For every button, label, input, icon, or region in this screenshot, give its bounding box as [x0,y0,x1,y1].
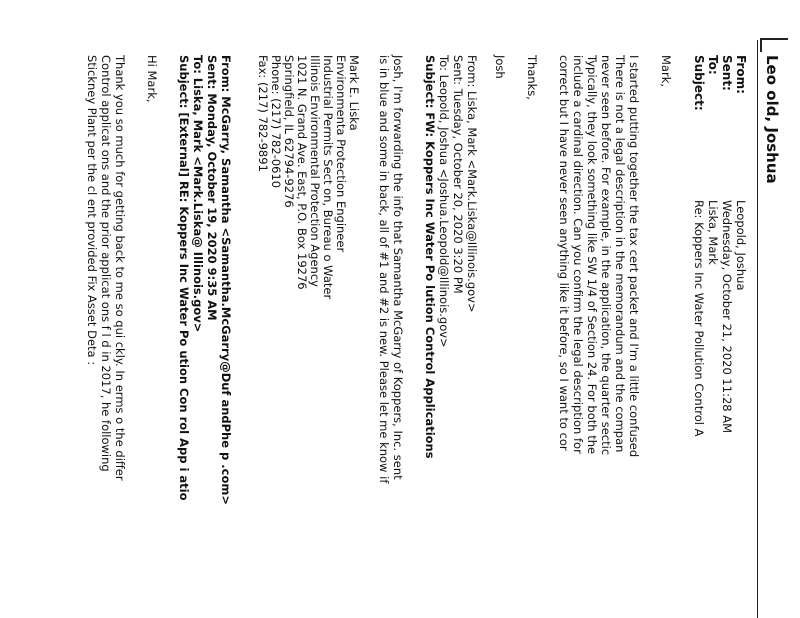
sig-line: Fax: (217) 782-9891 [256,55,270,172]
corner-mark-horizontal [760,38,762,52]
sig-line: Industrial Permits Sect on, Bureau o Water [321,55,335,300]
subject-label: Subject: [692,55,706,111]
corner-mark-vertical [760,38,788,40]
sent-value: Wednesday, October 21, 2020 11:28 AM [720,200,734,434]
ext-body-line: Stickney Plant per the cl ent provided Fix Asset Deta : [85,55,99,366]
sig-line: Springfield, IL 62794-9276 [282,55,296,208]
fwd-from: From: Liska, Mark <Mark.Liska@Illinois.gov> [465,55,479,313]
sent-label: Sent: [720,55,734,91]
ext-to: To: Liska, Mark <Mark.Liska@ Illinois.gov> [191,55,205,333]
from-value: Leopold, Joshua [734,200,748,291]
ext-greeting: Hi Mark, [145,55,159,103]
body-line: Typically, they look something like SW 1/4 of Section 24. For both the [585,55,599,455]
ext-body-line: Control applicat ons and the prior applicat ons f l d in 2017, he following [99,55,113,472]
sig-line: 1021 N. Grand Ave. East, P.O. Box 19276 [295,55,309,290]
sender-name-title: Leo old, Joshua [763,55,781,184]
fwd-body-line: Josh, I'm forwarding the info that Samantha McGarry of Koppers, Inc. sent [391,55,405,480]
sig-line: Phone: (217) 782-0610 [269,55,283,189]
from-label: From: [734,55,748,94]
signature: Josh [493,55,507,79]
thanks: Thanks, [525,55,539,100]
body-line: correct but I have never seen anything like it before, so I want to cor [557,55,571,451]
fwd-sent: Sent: Tuesday, October 20, 2020 3:20 PM [451,55,465,294]
ext-sent: Sent: Monday, October 19, 2020 9:35 AM [205,55,219,321]
sig-line: Mark E. Liska [347,55,361,131]
to-label: To: [706,55,720,75]
to-value: Liska, Mark [706,200,720,265]
subject-value: Re: Koppers Inc Water Pollution Control A [692,200,706,437]
title-underline [757,40,758,618]
sig-line: Illinois Environmental Protection Agency [308,55,322,287]
rotated-document [60,0,800,618]
greeting: Mark, [659,55,673,88]
body-line: never seen before. For example, in the application, the quarter sectic [599,55,613,456]
sig-line: Environmenta Protection Engineer [334,55,348,253]
fwd-body-line: is in blue and some in back, all of #1 and #2 is new. Please let me know if [377,55,391,484]
ext-subject: Subject: [External] RE: Koppers Inc Water Po ution Con rol App i atio [177,55,191,501]
fwd-subject: Subject: FW: Koppers Inc Water Po lution Control Applications [423,55,437,459]
ext-body-line: Thank you so much for getting back to me so qui ckly. In erms o the differ [113,55,127,481]
ext-from: From: McGarry, Samantha <Samantha.McGarry@Duf andPhe p .com> [219,55,233,505]
fwd-to: To: Leopold, Joshua <Joshua.Leopold@Illinois.gov> [437,55,451,348]
body-line: include a cardinal direction. Can you confirm the legal description for [571,55,585,454]
body-line: I started putting together the tax cert packet and I'm a little confused [627,55,641,458]
body-line: There is not a legal description in the memorandum and the compan [613,55,627,453]
